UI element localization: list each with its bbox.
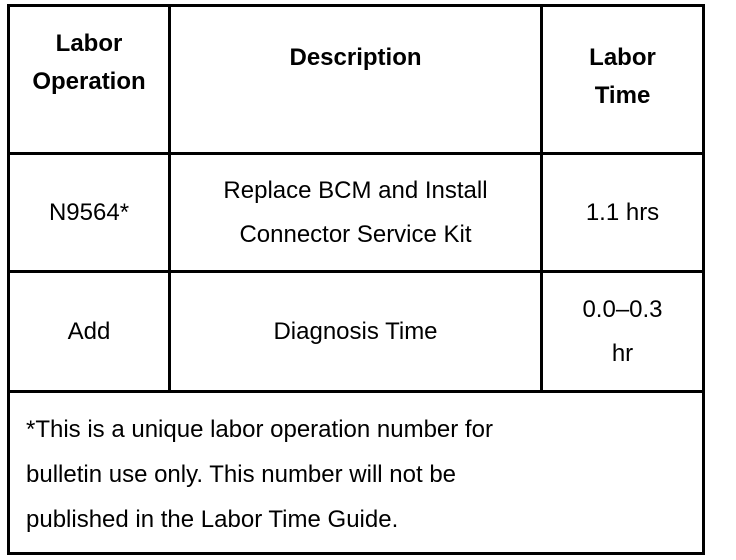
- row-time-value: 1.1 hrs: [585, 198, 660, 226]
- row-time-line2: hr: [611, 339, 634, 367]
- table-row: [9, 272, 704, 392]
- footnote-line3: published in the Labor Time Guide.: [26, 506, 399, 533]
- row-time-cell: [542, 154, 704, 272]
- row-description-cell: [170, 272, 542, 392]
- footnote-row: [9, 392, 704, 554]
- header-labor-time-line2: Time: [594, 82, 651, 109]
- header-labor-operation: [9, 6, 170, 154]
- labor-table: [7, 4, 705, 555]
- row-time-line1: 0.0–0.3: [582, 295, 663, 323]
- row-description-line1: Replace BCM and Install: [223, 176, 488, 204]
- header-labor-time: [542, 6, 704, 154]
- row-operation-code: N9564*: [48, 198, 130, 226]
- header-description: [170, 6, 542, 154]
- header-labor-time-line1: Labor: [589, 44, 656, 71]
- header-labor-operation-line2: Operation: [32, 68, 146, 95]
- footnote-line2: bulletin use only. This number will not be: [26, 461, 457, 488]
- footnote-line1: *This is a unique labor operation number for: [26, 416, 493, 443]
- row-operation-code: Add: [67, 317, 111, 345]
- table-row: [9, 154, 704, 272]
- row-description-line1: Diagnosis Time: [273, 317, 438, 345]
- header-description-label: Description: [289, 44, 422, 71]
- row-time-cell: [542, 272, 704, 392]
- row-description-line2: Connector Service Kit: [239, 220, 472, 248]
- footnote-cell: [9, 392, 704, 554]
- row-operation-cell: [9, 154, 170, 272]
- row-description-cell: [170, 154, 542, 272]
- header-labor-operation-line1: Labor: [55, 30, 123, 57]
- header-row: [9, 6, 704, 154]
- row-operation-cell: [9, 272, 170, 392]
